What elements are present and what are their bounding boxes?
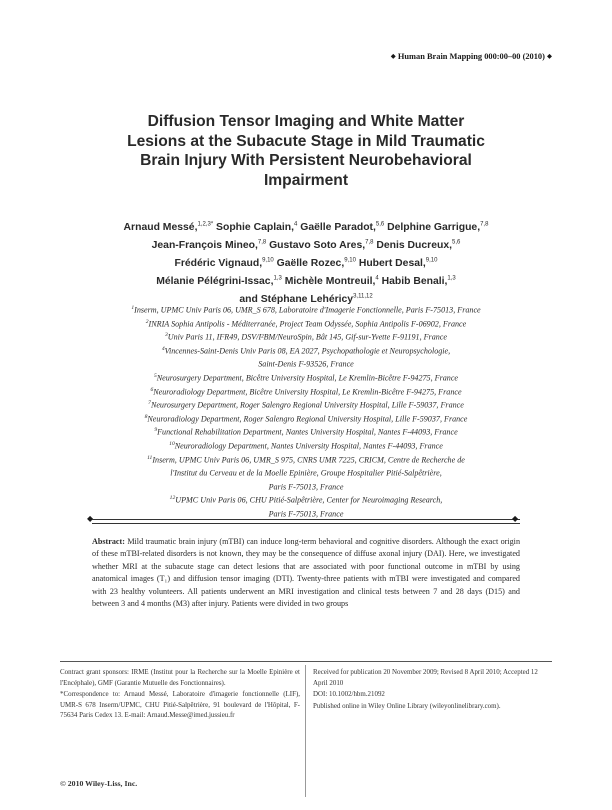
affiliation: $^{11}$Inserm, UPMC Univ Paris 06, UMR_S 975, CNRS UMR 7225, CRICM, Centre de Recherche de: [147, 454, 465, 465]
column-divider: [305, 665, 306, 797]
author: Gaëlle Paradot,$^{5,6}$: [300, 222, 385, 234]
abstract-label: Abstract:: [92, 537, 125, 546]
affiliation: $^3$Univ Paris 11, IFR49, DSV/I²BM/NeuroSpin, Bât 145, Gif-sur-Yvette F-91191, France: [164, 332, 447, 342]
footnote-divider: [60, 661, 552, 662]
affiliation: Paris F-75013, France: [268, 482, 344, 492]
affiliation: l'Institut du Cerveau et de la Moelle Epinière, Groupe Hospitalier Pitié-Salpêtrière,: [170, 468, 442, 478]
abstract: [92, 536, 520, 648]
author: and Stéphane Lehéricy$^{3,11,12}$: [239, 293, 373, 305]
author-line: [70, 236, 542, 254]
author: Michèle Montreuil,$^4$: [284, 275, 379, 287]
diamond-icon: ◆: [390, 53, 396, 60]
correspondence: *Correspondence to: Arnaud Messé, Laboratoire d'imagerie fonctionnelle (LIF), UMR-S 678 Inserm/UPMC, CHU Pitié-Salpêtrière, 91 boulevard de l'Hôpital, F-75634 Paris Cedex 13. E-mail: Arnaud.Messe@imed.jussieu.fr: [60, 690, 300, 719]
author: Gaëlle Rozec,$^{9,10}$: [276, 257, 356, 269]
author-line: [70, 254, 542, 272]
abstract-text: Mild traumatic brain injury (mTBI) can induce long-term behavioral and cognitive disorders. Although the exact origin of these mTBI-related disorders is not known, they may be the consequence of diffuse axonal injury (DAI). Here, we investigated whether MRI at the subacute stage can detect lesions that are associated with poor functional outcome in mTBI by using anatomical images (T₁) and diffusion tensor imaging (DTI). Twenty-three patients with mTBI were investigated and compared with 23 healthy volunteers. All patients underwent an MRI investigation and clinical tests between 7 and 28 days (D15) and between 3 and 4 months (M3) after injury. Patients were divided in two groups: [92, 537, 520, 609]
affiliation: $^{10}$Neuroradiology Department, Nantes University Hospital, Nantes F-44093, France: [169, 440, 443, 451]
affiliation: $^5$Neurosurgery Department, Bicêtre University Hospital, Le Kremlin-Bicêtre F-94275, France: [153, 372, 459, 383]
published-online: Published online in Wiley Online Library (wileyonlinelibrary.com).: [313, 701, 501, 710]
section-divider: [92, 519, 520, 524]
author: Frédéric Vignaud,$^{9,10}$: [174, 257, 274, 269]
footnote-left: [60, 667, 300, 722]
affiliation: $^6$Neuroradiology Department, Bicêtre University Hospital, Le Kremlin-Bicêtre F-94275, France: [150, 386, 462, 397]
affiliation: $^2$INRIA Sophia Antipolis - Méditerranée, Project Team Odyssée, Sophia Antipolis F-06902, France: [145, 318, 467, 329]
affiliation: $^4$Vincennes-Saint-Denis Univ Paris 08, EA 2027, Psychopathologie et Neuropsychologie,: [161, 345, 451, 356]
diamond-icon: ◆: [87, 514, 94, 523]
affiliation: $^9$Functional Rehabilitation Department, Nantes University Hospital, Nantes F-44093, France: [154, 427, 458, 438]
affiliation: Saint-Denis F-93526, France: [258, 360, 354, 370]
diamond-icon: ◆: [547, 53, 552, 60]
publication-dates: Received for publication 20 November 2009; Revised 8 April 2010; Accepted 12 April 2010: [313, 668, 538, 687]
title-line: Impairment: [263, 171, 349, 189]
diamond-icon: ◆: [512, 514, 519, 523]
author: Jean-François Mineo,$^{7,8}$: [151, 239, 267, 252]
affiliations: [64, 303, 548, 521]
affiliation: $^{12}$UPMC Univ Paris 06, CHU Pitié-Salpêtrière, Center for Neuroimaging Research,: [169, 495, 443, 505]
author-list: [70, 218, 542, 307]
author: Delphine Garrigue,$^{7,8}$: [387, 222, 489, 234]
affiliation: $^8$Neuroradiology Department, Roger Salengro Regional University Hospital, Lille F-59037, France: [144, 413, 468, 424]
author: Hubert Desal,$^{9,10}$: [358, 257, 438, 269]
title-line: Lesions at the Subacute Stage in Mild Traumatic: [127, 132, 485, 150]
affiliation: $^1$Inserm, UPMC Univ Paris 06, UMR_S 678, Laboratoire d'Imagerie Fonctionnelle, Paris F-75013, France: [131, 305, 481, 315]
title-line: Brain Injury With Persistent Neurobehavioral: [140, 152, 472, 169]
paper-title: [90, 112, 522, 190]
author: Habib Benali,$^{1,3}$: [381, 275, 456, 287]
author: Sophie Caplain,$^4$: [216, 222, 298, 234]
footnote-right: [313, 667, 553, 712]
author: Mélanie Pélégrini-Issac,$^{1,3}$: [156, 275, 282, 287]
author: Gustavo Soto Ares,$^{7,8}$: [269, 239, 374, 252]
affiliation: Paris F-75013, France: [268, 509, 344, 519]
author-line: [70, 218, 542, 236]
author: Denis Ducreux,$^{5,6}$: [376, 239, 461, 252]
journal-header: [391, 52, 552, 61]
journal-citation: Human Brain Mapping 000:00–00 (2010): [397, 52, 545, 61]
title-line: Diffusion Tensor Imaging and White Matter: [147, 113, 465, 130]
author-line: [70, 271, 542, 289]
doi: DOI: 10.1002/hbm.21092: [313, 690, 385, 698]
author: Arnaud Messé,$^{1,2,3*}$: [123, 222, 214, 234]
grant-sponsors: Contract grant sponsors: IRME (Institut pour la Recherche sur la Moelle Epinière et l'Encéphale), GMF (Garantie Mutuelle des Fonctionnaires).: [60, 668, 300, 687]
affiliation: $^7$Neurosurgery Department, Roger Salengro Regional University Hospital, Lille F-59037, France: [148, 400, 464, 410]
copyright: © 2010 Wiley-Liss, Inc.: [60, 779, 138, 788]
